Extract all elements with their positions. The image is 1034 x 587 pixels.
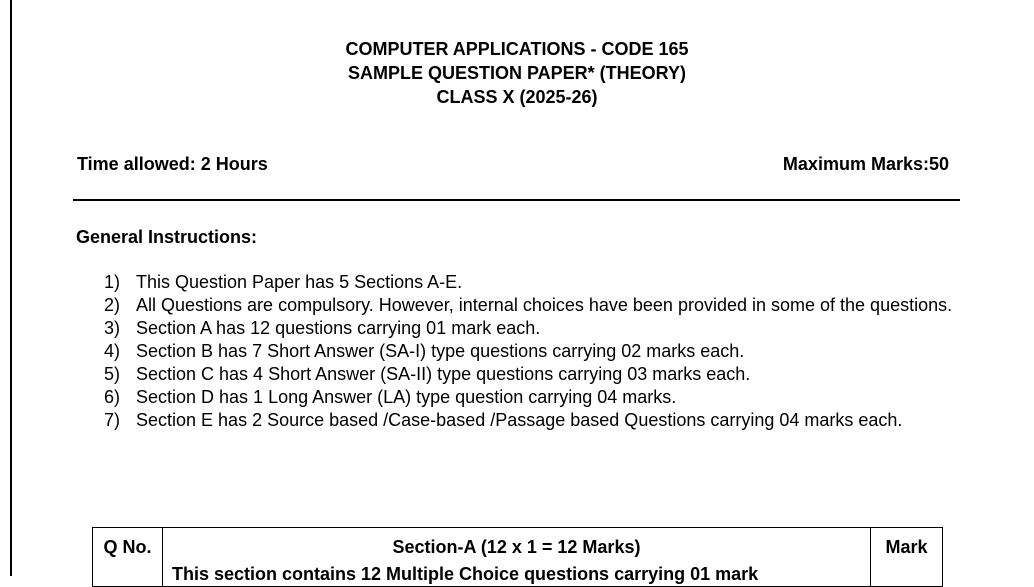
instruction-number: 6) (104, 387, 121, 407)
instruction-item (104, 409, 964, 432)
instruction-text: Section A has 12 questions carrying 01 mark each. (136, 318, 541, 338)
title-class: CLASS X (2025-26) (436, 87, 598, 107)
instruction-text: All Questions are compulsory. However, internal choices have been provided in some of the questions. (136, 295, 953, 315)
instructions-list (104, 271, 964, 432)
instruction-text: Section B has 7 Short Answer (SA-I) type questions carrying 02 marks each. (136, 341, 745, 361)
instruction-text: This Question Paper has 5 Sections A-E. (136, 272, 463, 292)
instruction-item (104, 363, 964, 386)
instruction-number: 3) (104, 318, 121, 338)
section-a-description-partial: This section contains 12 Multiple Choice questions carrying 01 mark (172, 564, 759, 584)
time-allowed: Time allowed: 2 Hours (77, 154, 268, 174)
column-header-section: Section-A (12 x 1 = 12 Marks) (163, 528, 871, 587)
instruction-item (104, 271, 964, 294)
instruction-number: 5) (104, 364, 121, 384)
instruction-number: 1) (104, 272, 121, 292)
maximum-marks: Maximum Marks:50 (782, 154, 949, 174)
instruction-item (104, 386, 964, 409)
title-subject: COMPUTER APPLICATIONS - CODE 165 (345, 39, 689, 59)
instruction-number: 4) (104, 341, 121, 361)
general-instructions-heading: General Instructions: (76, 227, 258, 247)
header-divider (73, 199, 960, 201)
instruction-number: 7) (104, 410, 121, 430)
instruction-text: Section E has 2 Source based /Case-based /Passage based Questions carrying 04 marks each. (136, 410, 903, 430)
instruction-item (104, 294, 964, 317)
instruction-text: Section C has 4 Short Answer (SA-II) type questions carrying 03 marks each. (136, 364, 751, 384)
column-header-mark: Mark (871, 528, 943, 587)
instruction-item (104, 340, 964, 363)
instruction-item (104, 317, 964, 340)
instruction-text: Section D has 1 Long Answer (LA) type question carrying 04 marks. (136, 387, 677, 407)
column-header-qno: Q No. (93, 528, 163, 587)
paper-title (0, 37, 1034, 109)
title-paper-type: SAMPLE QUESTION PAPER* (THEORY) (347, 63, 687, 83)
instruction-number: 2) (104, 295, 121, 315)
